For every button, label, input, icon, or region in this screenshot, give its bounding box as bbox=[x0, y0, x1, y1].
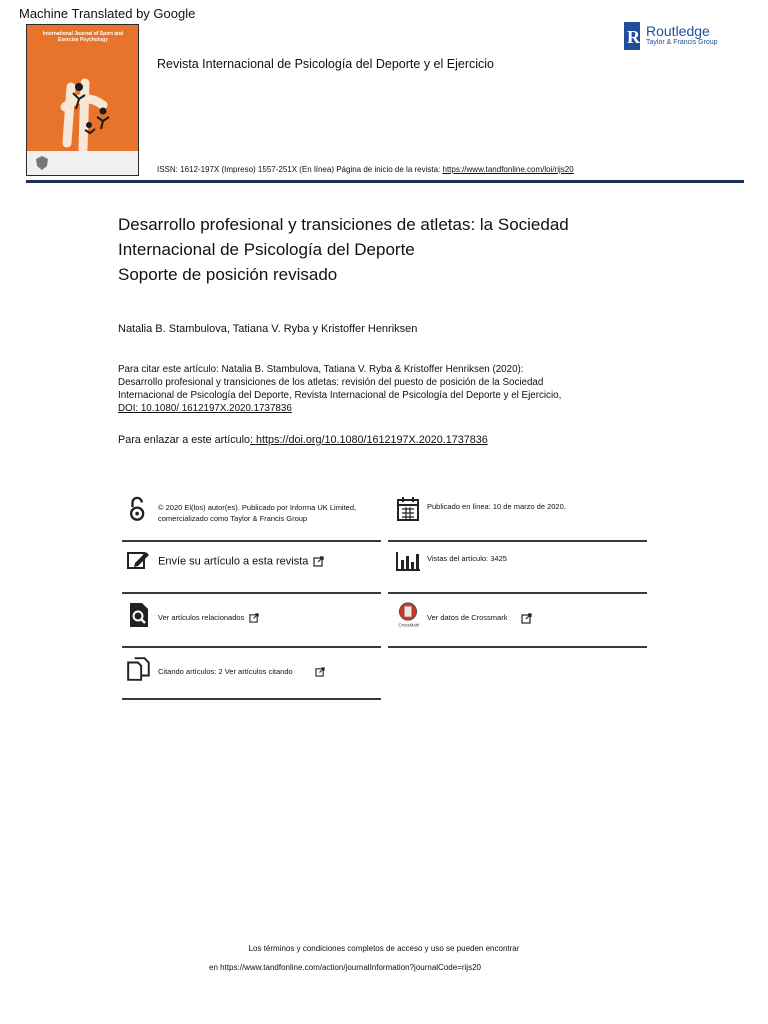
submit-label: Envíe su artículo a esta revista bbox=[158, 555, 309, 568]
cover-footer bbox=[27, 151, 138, 175]
submit-article-link[interactable] bbox=[158, 556, 324, 567]
open-access-icon bbox=[126, 496, 152, 522]
box-divider bbox=[388, 540, 647, 542]
issn-text: ISSN: 1612-197X (Impreso) 1557-251X (En línea) Página de inicio de la revista: bbox=[157, 165, 443, 174]
article-views: Vistas del artículo: 3425 bbox=[427, 554, 507, 563]
crossmark-label: Ver datos de Crossmark bbox=[427, 613, 508, 622]
brand-name: Routledge bbox=[646, 23, 710, 39]
citing-articles-icon bbox=[126, 656, 152, 682]
doi-link[interactable]: : https://doi.org/10.1080/1612197X.2020.1737836 bbox=[250, 434, 488, 446]
cover-title: International Journal of Sport and Exercise Psychology bbox=[42, 31, 124, 43]
svg-text:R: R bbox=[627, 27, 640, 47]
calendar-icon bbox=[395, 496, 421, 522]
issn-line bbox=[157, 165, 574, 174]
machine-translated-label: Machine Translated by Google bbox=[19, 6, 196, 21]
title-line: Internacional de Psicología del Deporte bbox=[118, 240, 415, 259]
link-prefix: Para enlazar a este artículo bbox=[118, 434, 251, 446]
box-divider bbox=[388, 592, 647, 594]
related-label: Ver artículos relacionados bbox=[158, 613, 245, 622]
brand-sub: Taylor & Francis Group bbox=[646, 39, 718, 46]
cite-line: Para citar este artículo: Natalia B. Stambulova, Tatiana V. Ryba & Kristoffer Henriksen (2020): bbox=[118, 364, 524, 375]
crossmark-icon bbox=[395, 602, 421, 628]
citing-articles-link[interactable] bbox=[158, 666, 325, 677]
external-link-icon bbox=[521, 613, 532, 624]
title-line: Soporte de posición revisado bbox=[118, 265, 338, 284]
cover-crest-icon bbox=[35, 155, 49, 171]
routledge-logo bbox=[624, 22, 744, 52]
cite-line: Desarrollo profesional y transiciones de los atletas: revisión del puesto de posición de la Sociedad bbox=[118, 377, 544, 388]
box-divider bbox=[122, 646, 381, 648]
published-date: Publicado en línea: 10 de marzo de 2020. bbox=[427, 502, 566, 511]
submit-article-box[interactable] bbox=[126, 548, 386, 578]
header-rule bbox=[26, 180, 744, 183]
terms-line: Los términos y condiciones completos de acceso y uso se pueden encontrar bbox=[248, 944, 520, 953]
article-link-line bbox=[118, 434, 488, 446]
crossmark-logo-label: CrossMark bbox=[398, 622, 420, 628]
title-line: Desarrollo profesional y transiciones de atletas: la Sociedad bbox=[118, 215, 569, 234]
box-divider bbox=[388, 646, 647, 648]
journal-name: Revista Internacional de Psicología del Deporte y el Ejercicio bbox=[157, 57, 494, 71]
terms-link[interactable]: en https://www.tandfonline.com/action/journalInformation?journalCode=rijs20 bbox=[209, 963, 481, 972]
related-articles-box[interactable] bbox=[126, 602, 386, 632]
citing-articles-box[interactable] bbox=[126, 656, 386, 686]
routledge-r-icon bbox=[624, 22, 640, 50]
citation-block bbox=[118, 363, 588, 415]
bar-chart-icon bbox=[395, 548, 421, 574]
copyright-line: comercializado como Taylor & Francis Group bbox=[158, 514, 308, 523]
external-link-icon bbox=[249, 613, 259, 623]
related-articles-link[interactable] bbox=[158, 612, 259, 623]
article-title bbox=[118, 212, 678, 287]
box-divider bbox=[122, 592, 381, 594]
edit-icon bbox=[126, 548, 152, 574]
published-box bbox=[395, 496, 645, 526]
journal-homepage-link[interactable]: https://www.tandfonline.com/loi/rijs20 bbox=[442, 165, 574, 174]
copyright-line: © 2020 El(los) autor(es). Publicado por Informa UK Limited, bbox=[158, 503, 357, 512]
citing-label: Citando artículos: 2 Ver artículos citando bbox=[158, 667, 293, 676]
copyright-box bbox=[126, 496, 386, 530]
box-divider bbox=[122, 698, 381, 700]
external-link-icon bbox=[313, 556, 324, 567]
box-divider bbox=[122, 540, 381, 542]
views-box bbox=[395, 548, 645, 578]
cite-doi: DOI: 10.1080/ 1612197X.2020.1737836 bbox=[118, 403, 292, 414]
external-link-icon bbox=[315, 667, 325, 677]
related-search-icon bbox=[126, 602, 152, 628]
crossmark-box[interactable] bbox=[395, 602, 645, 632]
crossmark-link[interactable] bbox=[427, 612, 532, 624]
authors: Natalia B. Stambulova, Tatiana V. Ryba y Kristoffer Henriksen bbox=[118, 323, 418, 335]
journal-cover-image bbox=[26, 24, 139, 176]
cite-line: Internacional de Psicología del Deporte, Revista Internacional de Psicología del Deporte y el Ejercicio, bbox=[118, 390, 562, 401]
